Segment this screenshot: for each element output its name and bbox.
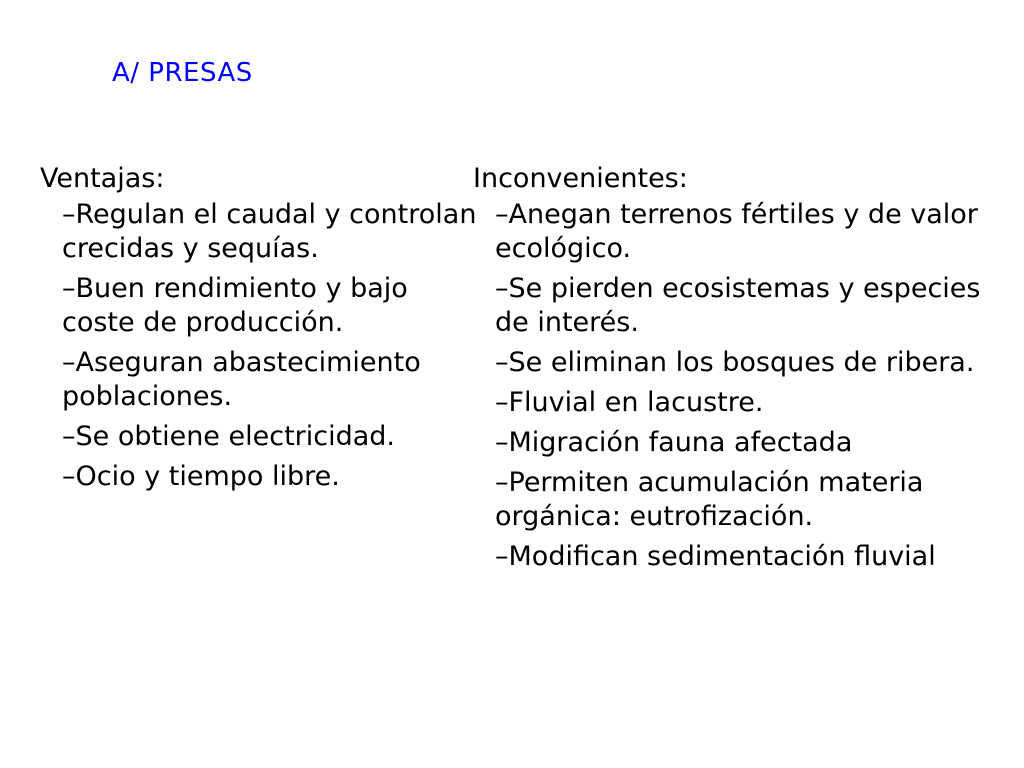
ventaja-item: –Se obtiene electricidad. [62,421,396,452]
ventaja-item: –Buen rendimiento y bajo coste de producción. [62,273,408,338]
inconvenientes-column [473,162,1003,580]
ventajas-heading: Ventajas: [40,163,165,194]
ventaja-item: –Regulan el caudal y controlan crecidas y sequías. [62,199,477,264]
inconveniente-item: –Migración fauna afectada [495,427,853,458]
inconveniente-item: –Permiten acumulación materia orgánica: eutrofización. [495,467,924,532]
ventaja-item: –Aseguran abastecimiento poblaciones. [62,347,421,412]
inconveniente-item: –Fluvial en lacustre. [495,387,764,418]
inconveniente-item: –Se eliminan los bosques de ribera. [495,347,975,378]
inconveniente-item: –Anegan terrenos fértiles y de valor ecológico. [495,199,978,264]
inconveniente-item: –Modifican sedimentación fluvial [495,541,936,572]
ventajas-list [40,198,480,494]
inconvenientes-list [473,198,1003,574]
inconveniente-item: –Se pierden ecosistemas y especies de interés. [495,273,981,338]
slide-title: A/ PRESAS [112,58,253,88]
ventaja-item: –Ocio y tiempo libre. [62,461,340,492]
ventajas-column [40,162,480,500]
inconvenientes-heading: Inconvenientes: [473,163,688,194]
